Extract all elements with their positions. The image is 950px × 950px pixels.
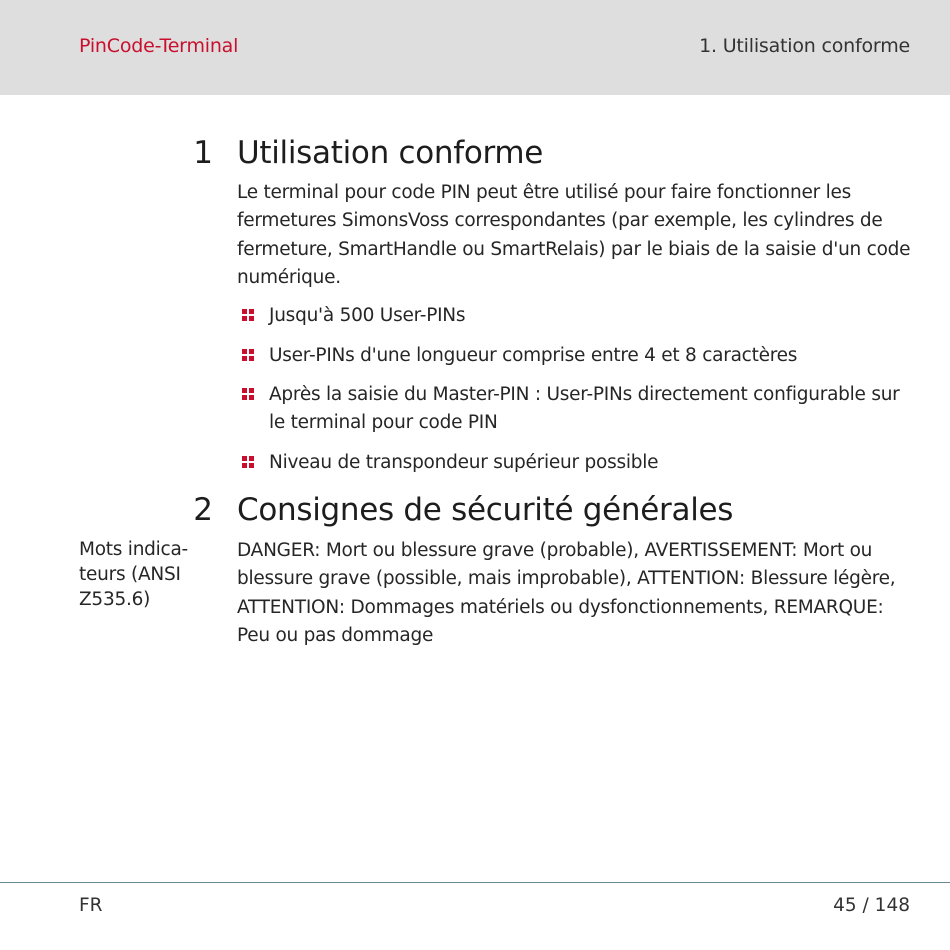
product-name: PinCode-Terminal xyxy=(79,35,239,57)
list-item-text: User-PINs d'une longueur comprise entre 4 et 8 caractères xyxy=(269,344,798,366)
bullet-icon xyxy=(242,456,255,469)
page-header xyxy=(0,0,950,95)
section-1-title: Utilisation conforme xyxy=(237,135,544,171)
list-item xyxy=(237,342,917,370)
page-number: 45 / 148 xyxy=(833,895,910,916)
section-2-title: Consignes de sécurité générales xyxy=(237,492,734,528)
section-1-intro: Le terminal pour code PIN peut être utilisé pour faire fonctionner les fermetures SimonsVoss correspondantes (par exemple, les cylindres de fermeture, SmartHandle ou SmartRelais) par le biais de la saisie d'un code numérique. xyxy=(237,182,911,288)
list-item-text: Après la saisie du Master-PIN : User-PINs directement configurable sur le terminal pour code PIN xyxy=(269,384,900,433)
section-2-number: 2 xyxy=(193,492,213,528)
list-item xyxy=(237,302,917,330)
list-item-text: Niveau de transpondeur supérieur possible xyxy=(269,451,659,473)
side-note: Mots indica-teurs (ANSI Z535.6) xyxy=(79,539,188,610)
feature-list xyxy=(237,302,917,488)
bullet-icon xyxy=(242,349,255,362)
bullet-icon xyxy=(242,309,255,322)
footer-divider xyxy=(0,882,950,883)
signal-words-text: DANGER: Mort ou blessure grave (probable), AVERTISSEMENT: Mort ou blessure grave (possible, mais improbable), ATTENTION: Blessure légère, ATTENTION: Dommages matériels ou dysfonctionnements, REMARQUE: Peu ou pas dommage xyxy=(237,540,896,646)
chapter-title: 1. Utilisation conforme xyxy=(699,35,910,57)
footer-language: FR xyxy=(79,895,103,916)
bullet-icon xyxy=(242,388,255,401)
list-item-text: Jusqu'à 500 User-PINs xyxy=(269,305,466,326)
list-item xyxy=(237,449,917,477)
list-item xyxy=(237,381,917,437)
section-1-number: 1 xyxy=(193,135,213,171)
